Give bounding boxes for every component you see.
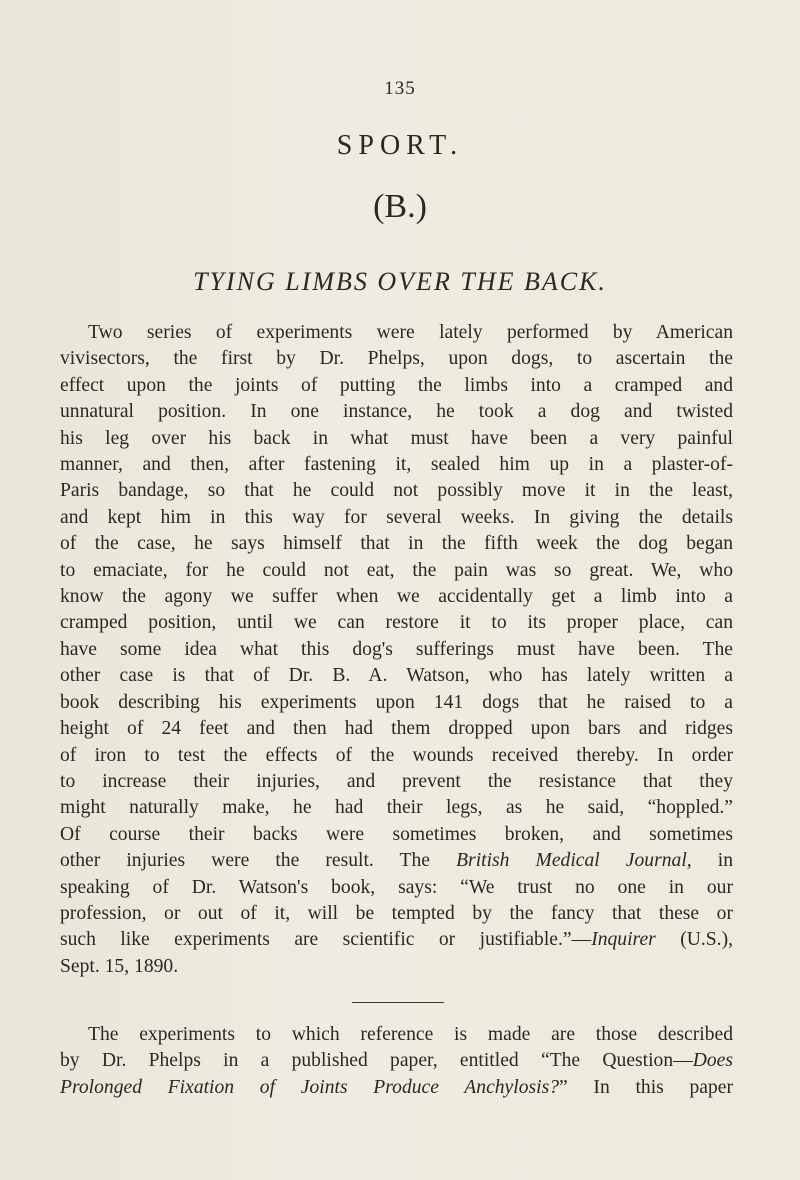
text-segment: other injuries were the result. The (60, 850, 457, 872)
text-line: know the agony we suffer when we accidentally get a limb into a (60, 586, 733, 608)
text-line: effect upon the joints of putting the limbs into a cramped and (60, 374, 733, 396)
paragraph-2 (60, 1022, 733, 1101)
text-line: to emaciate, for he could not eat, the pain was so great. We, who (60, 559, 733, 581)
text-line (60, 848, 733, 874)
article-title: TYING LIMBS OVER THE BACK. (193, 267, 607, 296)
text-segment: such like experiments are scientific or justifiable.”— (60, 929, 592, 951)
text-line: cramped position, until we can restore it to its proper place, can (60, 612, 733, 634)
section-title: SPORT. (336, 130, 464, 161)
text-segment: (U.S.), (655, 929, 733, 951)
text-line: speaking of Dr. Watson's book, says: “We trust no one in our (60, 876, 733, 898)
text-line: and kept him in this way for several weeks. In giving the details (60, 506, 733, 528)
paper-title: Prolonged Fixation of Joints Produce Anchylosis? (60, 1076, 559, 1098)
text-line: vivisectors, the first by Dr. Phelps, upon dogs, to ascertain the (60, 348, 733, 370)
text-line: Of course their backs were sometimes broken, and sometimes (60, 823, 733, 845)
page-number: 135 (384, 78, 416, 99)
text-line: manner, and then, after fastening it, sealed him up in a plaster-of- (60, 454, 733, 476)
journal-title: British Medical Journal, (456, 850, 692, 872)
text-line: to increase their injuries, and prevent the resistance that they (60, 770, 733, 792)
text-line: of iron to test the effects of the wounds received thereby. In order (60, 744, 733, 766)
source-title: Inquirer (591, 929, 656, 951)
text-line: his leg over his back in what must have been a very painful (60, 427, 733, 449)
text-line: profession, or out of it, will be tempted by the fancy that these or (60, 902, 733, 924)
text-segment: in (691, 850, 733, 872)
section-divider (352, 1002, 444, 1003)
text-line: Sept. 15, 1890. (60, 955, 179, 977)
text-line: The experiments to which reference is made are those described (88, 1024, 733, 1045)
paper-title-start: Does (692, 1050, 733, 1072)
text-line (60, 927, 733, 953)
text-line: unnatural position. In one instance, he took a dog and twisted (60, 401, 733, 423)
text-line (60, 1075, 733, 1101)
paragraph-1 (60, 320, 733, 980)
section-subtitle: (B.) (373, 188, 427, 225)
text-line: height of 24 feet and then had them dropped upon bars and ridges (60, 718, 733, 740)
text-line: other case is that of Dr. B. A. Watson, who has lately written a (60, 665, 733, 687)
text-line: Paris bandage, so that he could not possibly move it in the least, (60, 480, 733, 502)
text-line: might naturally make, he had their legs, as he said, “hoppled.” (60, 797, 733, 819)
text-segment: by Dr. Phelps in a published paper, entitled “The Question— (60, 1050, 693, 1072)
text-line: have some idea what this dog's sufferings must have been. The (60, 638, 733, 660)
text-segment: ” In this paper (559, 1076, 733, 1098)
text-line: book describing his experiments upon 141 dogs that he raised to a (60, 691, 733, 713)
text-line (60, 1048, 733, 1074)
text-line: Two series of experiments were lately performed by American (88, 322, 733, 343)
text-line: of the case, he says himself that in the fifth week the dog began (60, 533, 733, 555)
